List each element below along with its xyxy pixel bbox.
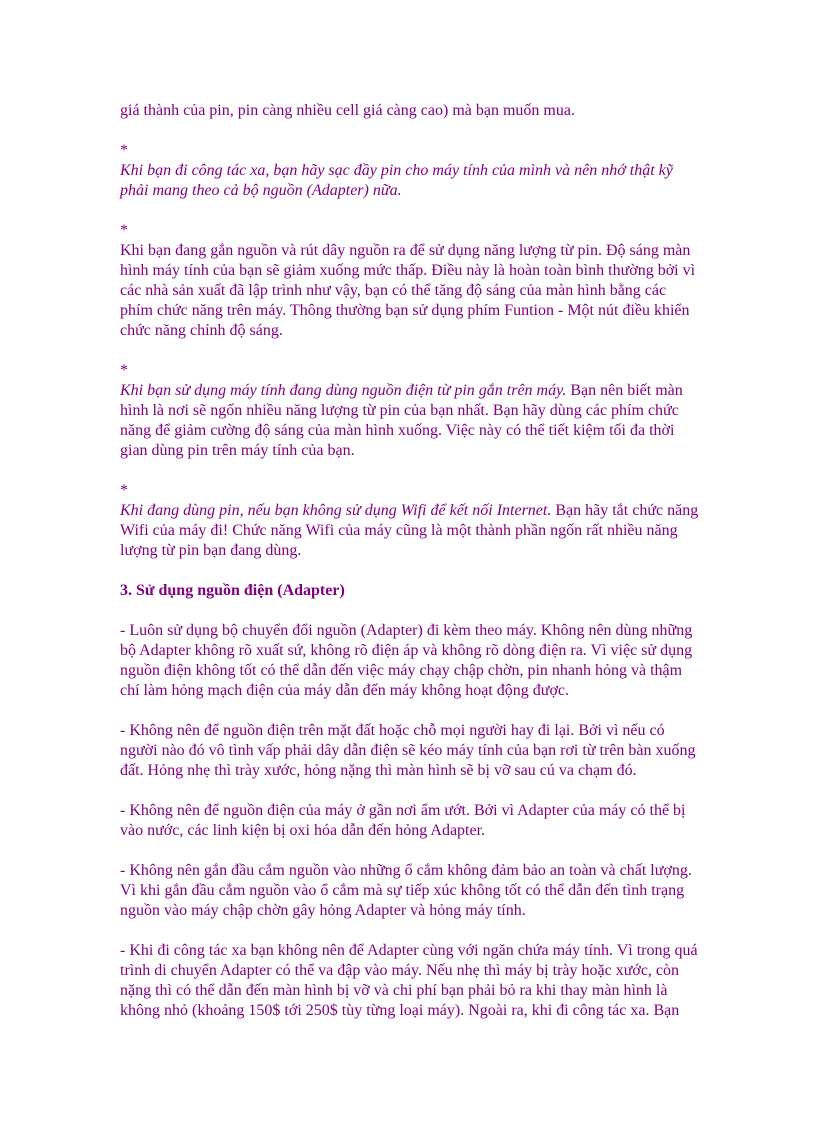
tip-italic-text: Khi bạn đi công tác xa, bạn hãy sạc đầy pin cho máy tính của mình và nên nhớ thật kỹ phải mang theo cả bộ nguồn (Adapter) nữa. bbox=[120, 162, 673, 199]
section-paragraph: - Khi đi công tác xa bạn không nên để Adapter cùng với ngăn chứa máy tính. Vì trong quá trình di chuyển Adapter có thể va đập vào máy. Nếu nhẹ thì máy bị trày hoặc xước, còn nặng thì có thể dẫn đến màn hình bị vỡ và chi phí bạn phải bỏ ra khi thay màn hình là không nhỏ (khoảng 150$ tới 250$ tùy từng loại máy). Ngoài ra, khi đi công tác xa. Bạn bbox=[120, 942, 698, 1019]
tip-bullet: * bbox=[120, 482, 128, 499]
tip-italic-text: Khi đang dùng pin, nếu bạn không sử dụng Wifi để kết nối Internet. bbox=[120, 502, 552, 519]
section-paragraph: - Không nên để nguồn điện trên mặt đất hoặc chỗ mọi người hay đi lại. Bởi vì nếu có người nào đó vô tình vấp phải dây dẫn điện sẽ kéo máy tính của bạn rơi từ trên bàn xuống đất. Hỏng nhẹ thì trày xước, hỏng nặng thì màn hình sẽ bị vỡ sau cú va chạm đó. bbox=[120, 722, 696, 779]
tip-sac-pin bbox=[120, 141, 700, 201]
tip-man-hinh bbox=[120, 361, 700, 461]
tip-body-text: Bạn hãy tắt chức năng Wifi của máy đi! Chức năng Wifi của máy cũng là một thành phần ngốn rất nhiều năng lượng từ pin bạn đang dùng. bbox=[120, 502, 699, 559]
tip-bullet: * bbox=[120, 142, 128, 159]
tip-bullet: * bbox=[120, 362, 128, 379]
section-paragraph: - Không nên để nguồn điện của máy ở gần nơi ẩm ướt. Bởi vì Adapter của máy có thể bị vào nước, các linh kiện bị oxi hóa dẫn đến hỏng Adapter. bbox=[120, 802, 686, 839]
tip-bullet: * bbox=[120, 222, 128, 239]
tip-do-sang bbox=[120, 221, 700, 341]
document-page bbox=[120, 101, 700, 1021]
tip-body-text: Khi bạn đang gắn nguồn và rút dây nguồn ra để sử dụng năng lượng từ pin. Độ sáng màn hình máy tính của bạn sẽ giảm xuống mức thấp. Điều này là hoàn toàn bình thường bởi vì các nhà sản xuất đã lập trình như vậy, bạn có thể tăng độ sáng của màn hình bằng các phím chức năng trên máy. Thông thường bạn sử dụng phím Funtion - Một nút điều khiển chức năng chỉnh độ sáng. bbox=[120, 242, 696, 339]
section-heading: 3. Sử dụng nguồn điện (Adapter) bbox=[120, 582, 345, 599]
opening-paragraph: giá thành của pin, pin càng nhiều cell giá càng cao) mà bạn muốn mua. bbox=[120, 102, 575, 119]
tip-wifi bbox=[120, 481, 700, 561]
section-paragraph: - Không nên gắn đầu cắm nguồn vào những ổ cắm không đảm bảo an toàn và chất lượng. Vì khi gắn đầu cắm nguồn vào ổ cắm mà sự tiếp xúc không tốt có thể dẫn đến tình trạng nguồn vào máy chập chờn gây hỏng Adapter và hỏng máy tính. bbox=[120, 862, 692, 919]
section-paragraph: - Luôn sử dụng bộ chuyển đổi nguồn (Adapter) đi kèm theo máy. Không nên dùng những bộ Adapter không rõ xuất sứ, không rõ điện áp và không rõ dòng điện ra. Vì việc sử dụng nguồn điện không tốt có thể dẫn đến việc máy chạy chập chờn, pin nhanh hỏng và thậm chí làm hỏng mạch điện của máy dẫn đến máy không hoạt động được. bbox=[120, 622, 693, 699]
tip-body-text: Bạn nên biết màn hình là nơi sẽ ngốn nhiều năng lượng từ pin của bạn nhất. Bạn hãy dùng các phím chức năng để giảm cường độ sáng của màn hình xuống. Việc này có thể tiết kiệm tối đa thời gian dùng pin trên máy tính của bạn. bbox=[120, 382, 683, 459]
tip-italic-text: Khi bạn sử dụng máy tính đang dùng nguồn điện từ pin gắn trên máy. bbox=[120, 382, 567, 399]
